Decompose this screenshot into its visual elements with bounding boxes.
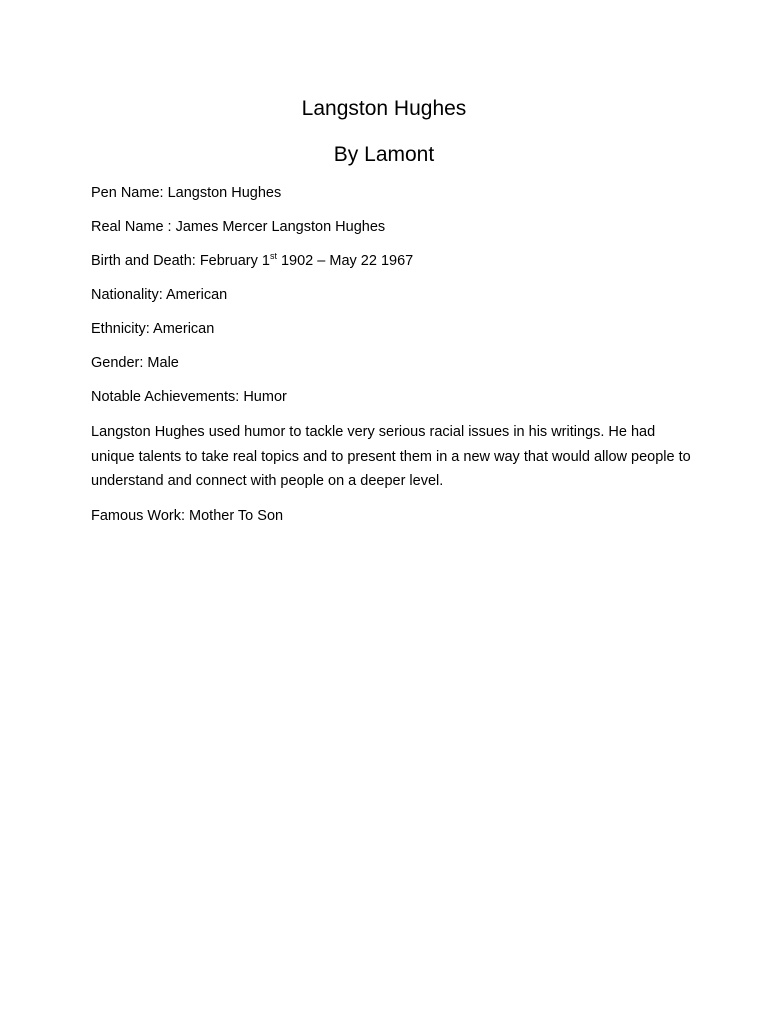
ethnicity-line: Ethnicity: American [91, 321, 215, 337]
famous-work-line: Famous Work: Mother To Son [91, 507, 284, 524]
birth-death-line [91, 250, 691, 272]
byline: By Lamont [333, 143, 435, 166]
page-title: Langston Hughes [301, 97, 467, 120]
birth-death-prefix: Birth and Death: February 1 [91, 253, 270, 269]
nationality-line: Nationality: American [91, 287, 228, 303]
ordinal-superscript: st [269, 251, 277, 262]
achievements-line: Notable Achievements: Humor [91, 389, 287, 405]
description-paragraph: Langston Hughes used humor to tackle very serious racial issues in his writings. He had unique talents to take real topics and to present them in a new way that would allow people to understand and connect with people on a deeper level. [91, 424, 691, 489]
document-body [91, 182, 691, 539]
real-name-line: Real Name : James Mercer Langston Hughes [91, 219, 386, 235]
gender-line: Gender: Male [91, 355, 179, 371]
birth-death-suffix: 1902 – May 22 1967 [276, 253, 414, 269]
pen-name-line: Pen Name: Langston Hughes [91, 185, 282, 201]
